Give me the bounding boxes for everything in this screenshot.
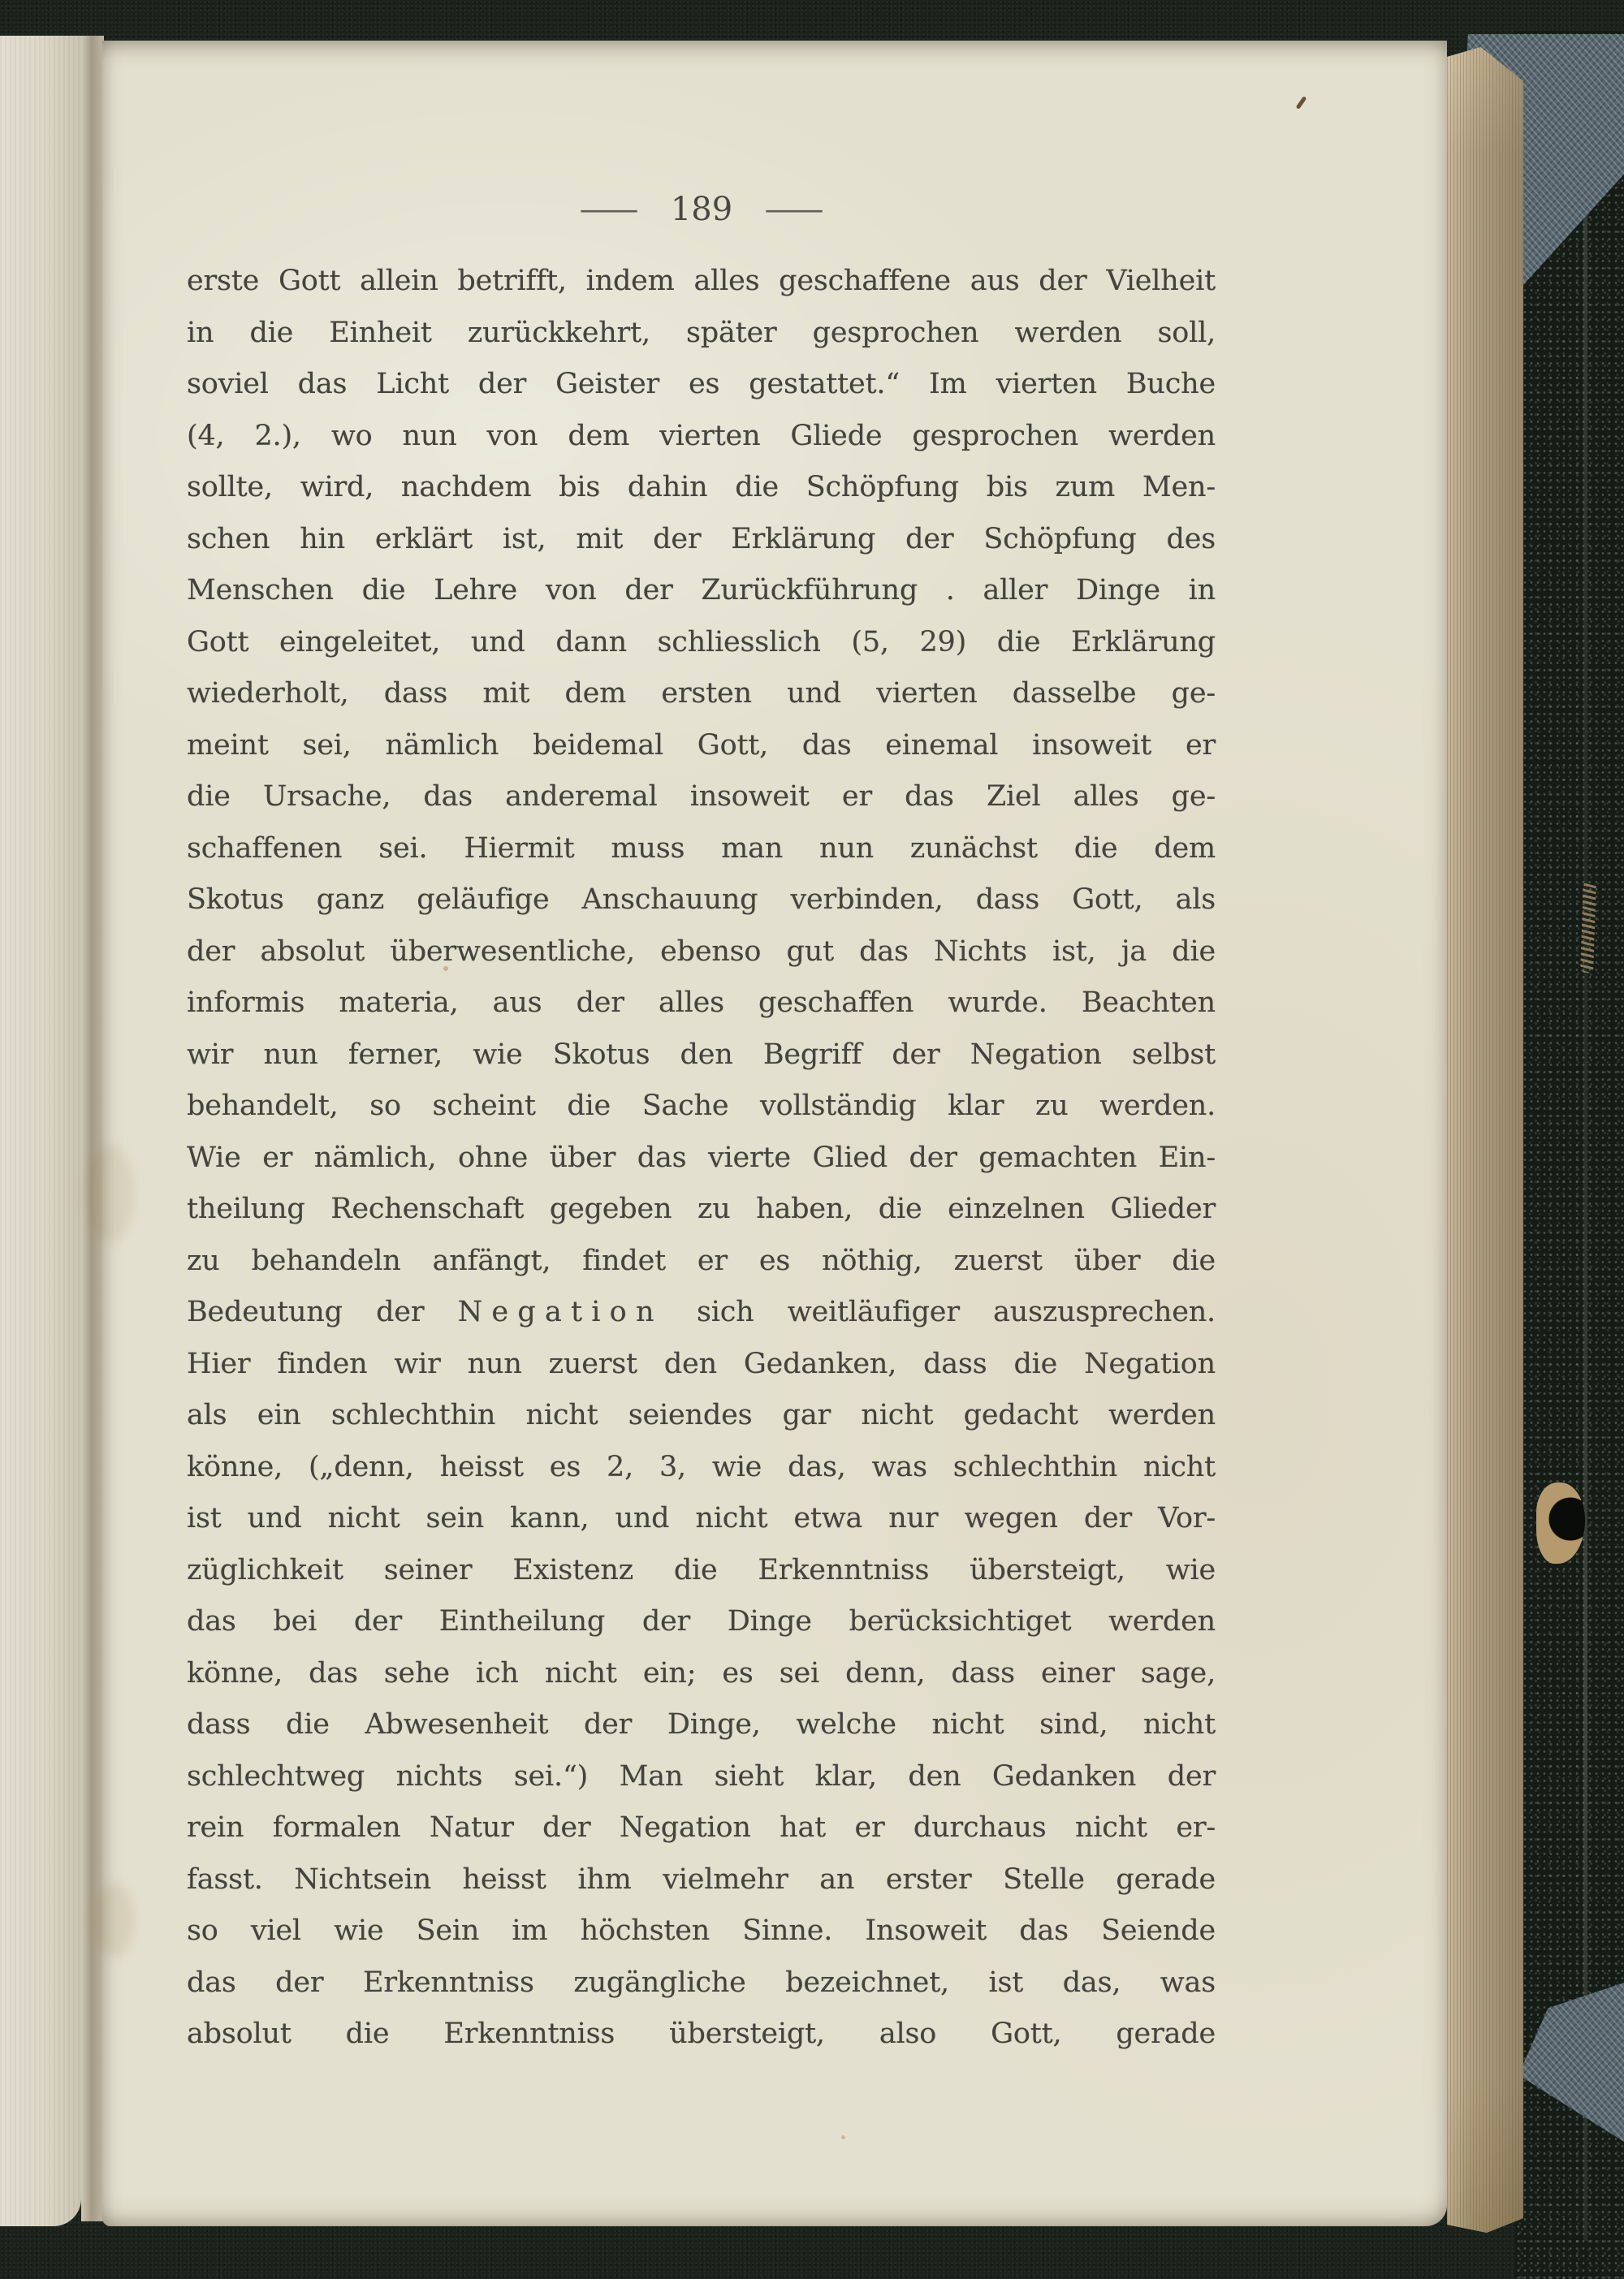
text-line: als ein schlechthin nicht seiendes gar nicht gedacht werden bbox=[187, 1399, 1216, 1431]
header-dash-right: — bbox=[763, 191, 826, 228]
text-line: sollte, wird, nachdem bis dahin die Schöpfung bis zum Men- bbox=[187, 471, 1216, 503]
page-block-fore-edge bbox=[1447, 47, 1523, 2233]
header-dash-left: — bbox=[577, 191, 640, 228]
facing-page-fore-edge bbox=[0, 36, 81, 2226]
letterspaced-word: Negation bbox=[457, 1296, 663, 1328]
text-line: wir nun ferner, wie Skotus den Begriff der Negation selbst bbox=[187, 1038, 1216, 1071]
cover-board-edge-highlight bbox=[1583, 49, 1587, 2241]
text-line: Gott eingeleitet, und dann schliesslich (5, 29) die Erklärung bbox=[187, 625, 1216, 658]
text-line: informis materia, aus der alles geschaffen wurde. Beachten bbox=[187, 986, 1216, 1019]
paper-stain bbox=[86, 1145, 135, 1242]
text-line: zu behandeln anfängt, findet er es nöthig, zuerst über die bbox=[187, 1244, 1216, 1277]
text-line: absolut die Erkenntniss übersteigt, also Gott, gerade bbox=[187, 2018, 1216, 2050]
text-line: das bei der Eintheilung der Dinge berücksichtiget werden bbox=[187, 1605, 1216, 1638]
text-line: schen hin erklärt ist, mit der Erklärung der Schöpfung des bbox=[187, 522, 1216, 555]
body-text bbox=[187, 256, 1216, 2061]
text-line: schaffenen sei. Hiermit muss man nun zunächst die dem bbox=[187, 831, 1216, 865]
text-line bbox=[187, 1287, 1216, 1339]
text-line: züglichkeit seiner Existenz die Erkenntniss übersteigt, wie bbox=[187, 1553, 1216, 1586]
paper-speck bbox=[638, 495, 644, 499]
text-line: Skotus ganz geläufige Anschauung verbinden, dass Gott, als bbox=[187, 883, 1216, 916]
page-number: 189 bbox=[670, 191, 733, 228]
text-line: so viel wie Sein im höchsten Sinne. Insoweit das Seiende bbox=[187, 1914, 1216, 1947]
text-line: Menschen die Lehre von der Zurückführung . aller Dinge in bbox=[187, 574, 1216, 606]
text-line: schlechtweg nichts sei.“) Man sieht klar, den Gedanken der bbox=[187, 1759, 1216, 1793]
text-line: (4, 2.), wo nun von dem vierten Gliede gesprochen werden bbox=[187, 419, 1216, 452]
page-number-header bbox=[187, 187, 1216, 232]
text-line: dass die Abwesenheit der Dinge, welche nicht sind, nicht bbox=[187, 1708, 1216, 1741]
text-line: Hier finden wir nun zuerst den Gedanken, dass die Negation bbox=[187, 1347, 1216, 1380]
text-line: könne, das sehe ich nicht ein; es sei denn, dass einer sage, bbox=[187, 1656, 1216, 1690]
paper-hair-mark bbox=[1296, 96, 1307, 110]
text-line: erste Gott allein betrifft, indem alles geschaffene aus der Vielheit bbox=[187, 265, 1216, 297]
text-line: könne, („denn, heisst es 2, 3, wie das, was schlechthin nicht bbox=[187, 1450, 1216, 1483]
text-line: das der Erkenntniss zugängliche bezeichnet, ist das, was bbox=[187, 1966, 1216, 1999]
text-line: in die Einheit zurückkehrt, später gesprochen werden soll, bbox=[187, 316, 1216, 349]
text-line: wiederholt, dass mit dem ersten und vierten dasselbe ge- bbox=[187, 677, 1216, 710]
text-line: rein formalen Natur der Negation hat er durchaus nicht er- bbox=[187, 1811, 1216, 1844]
line-segment: Bedeutung der bbox=[187, 1296, 458, 1328]
text-line: soviel das Licht der Geister es gestattet.“ Im vierten Buche bbox=[187, 368, 1216, 400]
text-line: die Ursache, das anderemal insoweit er das Ziel alles ge- bbox=[187, 780, 1216, 813]
paper-speck bbox=[841, 2135, 845, 2139]
text-line: meint sei, nämlich beidemal Gott, das einemal insoweit er bbox=[187, 728, 1216, 762]
text-line: Wie er nämlich, ohne über das vierte Glied der gemachten Ein- bbox=[187, 1141, 1216, 1174]
text-line: ist und nicht sein kann, und nicht etwa nur wegen der Vor- bbox=[187, 1502, 1216, 1534]
line-segment: sich weitläufiger auszusprechen. bbox=[663, 1296, 1216, 1328]
paper-speck bbox=[443, 966, 448, 971]
text-line: der absolut überwesentliche, ebenso gut das Nichts ist, ja die bbox=[187, 934, 1216, 968]
text-line: fasst. Nichtsein heisst ihm vielmehr an erster Stelle gerade bbox=[187, 1862, 1216, 1896]
text-line: behandelt, so scheint die Sache vollständig klar zu werden. bbox=[187, 1090, 1216, 1122]
paper-stain bbox=[94, 1884, 135, 1957]
text-line: theilung Rechenschaft gegeben zu haben, die einzelnen Glieder bbox=[187, 1193, 1216, 1225]
cover-board-right bbox=[1515, 31, 1624, 2279]
book-page bbox=[102, 41, 1447, 2226]
